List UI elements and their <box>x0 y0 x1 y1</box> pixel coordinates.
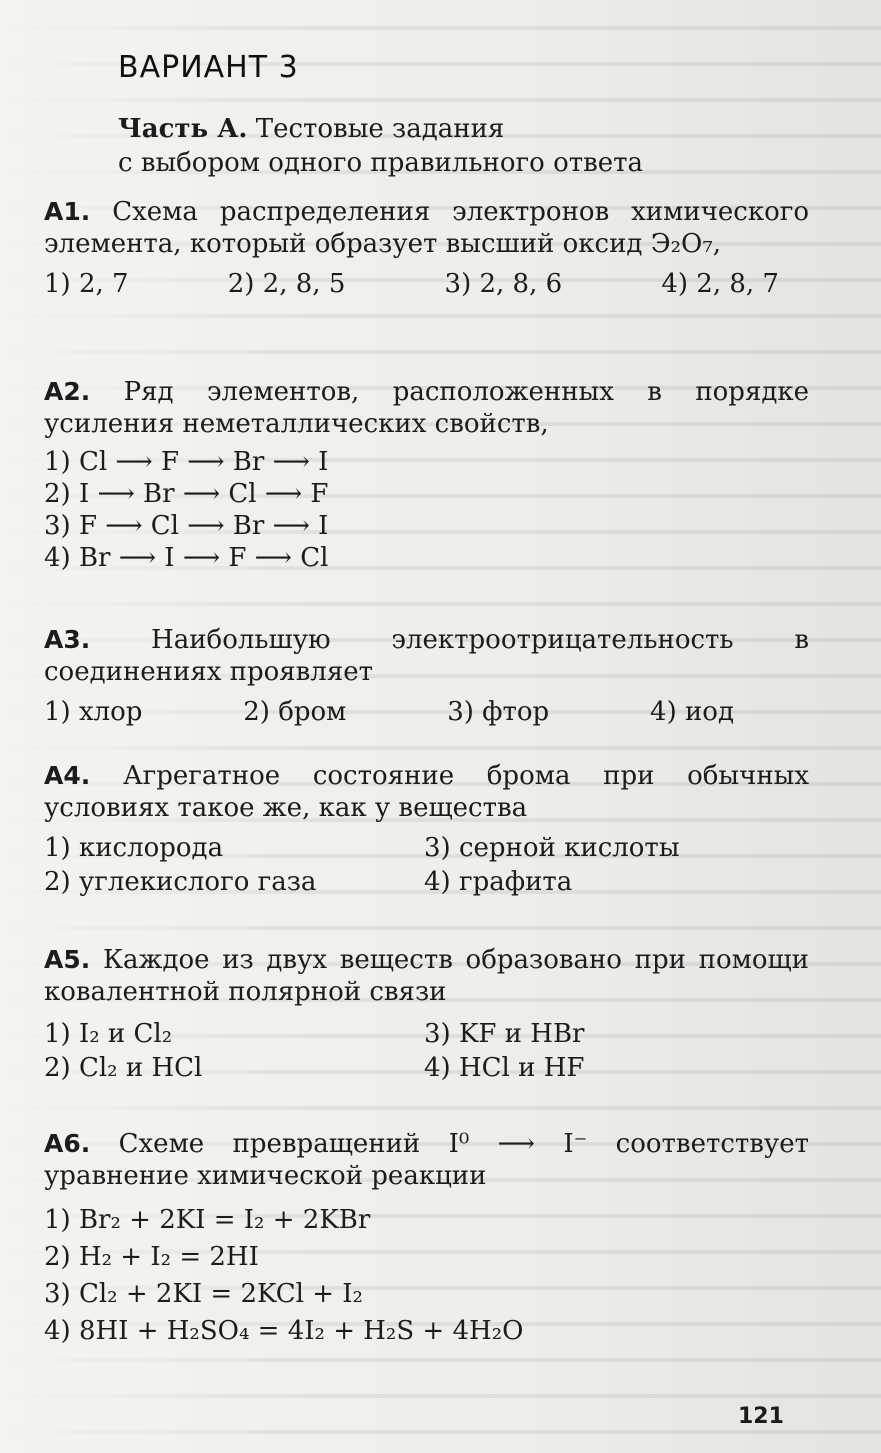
question-a3 <box>44 624 809 728</box>
option-3: 3) KF и HBr <box>424 1019 585 1049</box>
option-4: 4) 8HI + H₂SO₄ = 4I₂ + H₂S + 4H₂O <box>44 1316 524 1346</box>
part-title <box>118 112 768 180</box>
question-a5 <box>44 944 809 1084</box>
option-1: 1) 2, 7 <box>44 269 129 299</box>
question-a1 <box>44 196 809 300</box>
variant-heading: ВАРИАНТ 3 <box>118 50 299 85</box>
part-subtitle-line2: с выбором одного правильного ответа <box>118 148 644 178</box>
question-body: Схема распределения электронов химического элемента, который образует высший оксид Э₂O₇, <box>44 197 810 259</box>
question-number: A4. <box>44 761 91 790</box>
option-2: 2) углекислого газа <box>44 867 317 897</box>
answer-options <box>44 1018 809 1084</box>
question-text <box>44 376 809 440</box>
option-4: 4) иод <box>650 697 734 727</box>
question-a6 <box>44 1128 809 1350</box>
question-text <box>44 944 809 1008</box>
option-2: 2) I ⟶ Br ⟶ Cl ⟶ F <box>44 479 329 509</box>
question-body: Схеме превращений I⁰ ⟶ I⁻ соответствует уравнение химической реакции <box>44 1129 809 1191</box>
answer-options <box>44 696 734 728</box>
question-text <box>44 1128 809 1192</box>
question-text <box>44 624 809 688</box>
option-1: 1) кислорода <box>44 833 224 863</box>
answer-options <box>44 832 809 898</box>
question-text <box>44 196 809 260</box>
option-3: 3) 2, 8, 6 <box>444 269 563 299</box>
page-number: 121 <box>738 1404 784 1429</box>
option-2: 2) бром <box>243 697 347 727</box>
answer-options <box>44 268 779 300</box>
option-3: 3) F ⟶ Cl ⟶ Br ⟶ I <box>44 511 329 541</box>
option-1: 1) Br₂ + 2KI = I₂ + 2KBr <box>44 1205 371 1235</box>
option-2: 2) H₂ + I₂ = 2HI <box>44 1242 259 1272</box>
option-2: 2) Cl₂ и HCl <box>44 1053 203 1083</box>
option-3: 3) Cl₂ + 2KI = 2KCl + I₂ <box>44 1279 363 1309</box>
option-1: 1) Cl ⟶ F ⟶ Br ⟶ I <box>44 447 329 477</box>
option-1: 1) I₂ и Cl₂ <box>44 1019 173 1049</box>
question-number: A3. <box>44 625 91 654</box>
part-label: Часть А. <box>118 114 248 144</box>
question-number: A5. <box>44 945 91 974</box>
option-4: 4) Br ⟶ I ⟶ F ⟶ Cl <box>44 543 329 573</box>
question-a2 <box>44 376 809 574</box>
question-body: Агрегатное состояние брома при обычных условиях такое же, как у вещества <box>44 761 810 823</box>
answer-options <box>44 446 809 574</box>
option-1: 1) хлор <box>44 697 143 727</box>
option-3: 3) серной кислоты <box>424 833 680 863</box>
option-3: 3) фтор <box>447 697 550 727</box>
option-4: 4) 2, 8, 7 <box>661 269 779 299</box>
option-4: 4) графита <box>424 867 573 897</box>
question-body: Ряд элементов, расположенных в порядке усиления неметаллических свойств, <box>44 377 810 439</box>
question-body: Каждое из двух веществ образовано при помощи ковалентной полярной связи <box>44 945 809 1007</box>
question-number: A2. <box>44 377 91 406</box>
question-a4 <box>44 760 809 898</box>
part-subtitle: Тестовые задания <box>255 114 505 144</box>
answer-options <box>44 1202 809 1350</box>
question-text <box>44 760 809 824</box>
option-2: 2) 2, 8, 5 <box>227 269 346 299</box>
question-body: Наибольшую электроотрицательность в соединениях проявляет <box>44 625 810 687</box>
question-number: A6. <box>44 1129 91 1158</box>
option-4: 4) HCl и HF <box>424 1053 585 1083</box>
question-number: A1. <box>44 197 91 226</box>
